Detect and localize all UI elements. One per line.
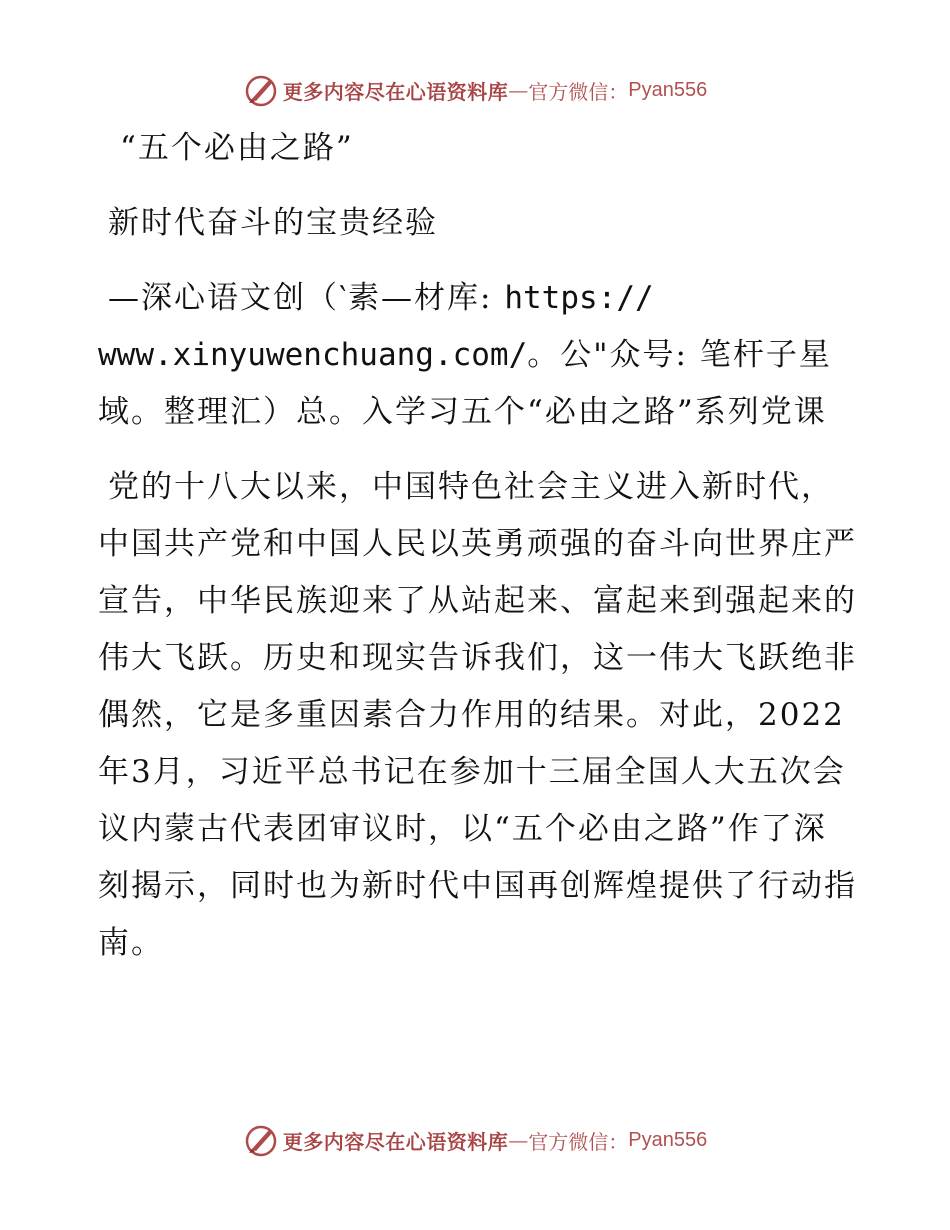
source-url-part-2: www.xinyuwenchuang.com/ xyxy=(98,337,528,373)
body-paragraph xyxy=(98,459,858,972)
source-lead: —深心语文创（‵素—材库: xyxy=(108,280,505,316)
watermark-brand-text: 更多内容尽在心语资料库 xyxy=(282,1129,509,1154)
watermark-wechat-id: Pyan556 xyxy=(628,1128,708,1151)
document-title-line-1: “五个必由之路” xyxy=(120,130,354,166)
footer-watermark-banner xyxy=(0,1120,950,1160)
watermark-official-label: 官方微信： xyxy=(528,79,629,104)
source-note xyxy=(98,270,858,441)
document-body xyxy=(98,118,858,972)
quill-pen-logo-icon xyxy=(243,72,279,108)
body-paragraph-text: 党的十八大以来，中国特色社会主义进入新时代，中国共产党和中国人民以英勇顽强的奋斗向世界庄严宣告，中华民族迎来了从站起来、富起来到强起来的伟大飞跃。历史和现实告诉我们，这一伟大飞跃绝非偶然，它是多重因素合力作用的结果。对此，2022年3月，习近平总书记在参加十三届全国人大五次会议内蒙古代表团审议时，以“五个必由之路”作了深刻揭示，同时也为新时代中国再创辉煌提供了行动指南。 xyxy=(98,469,857,961)
quill-pen-logo-icon xyxy=(243,1122,279,1158)
source-tail: 。公"众号: 笔杆子星域。整理汇）总。入学习五个“必由之路”系列党课 xyxy=(98,337,832,430)
watermark-brand-text: 更多内容尽在心语资料库 xyxy=(282,79,509,104)
watermark-wechat-id: Pyan556 xyxy=(628,78,708,101)
watermark-official-label: 官方微信： xyxy=(528,1129,629,1154)
watermark-separator: — xyxy=(508,1128,529,1152)
document-title-line-2: 新时代奋斗的宝贵经验 xyxy=(108,205,438,241)
header-watermark-banner xyxy=(0,70,950,110)
watermark-separator: — xyxy=(508,78,529,102)
source-url-part-1: https:// xyxy=(504,280,654,316)
